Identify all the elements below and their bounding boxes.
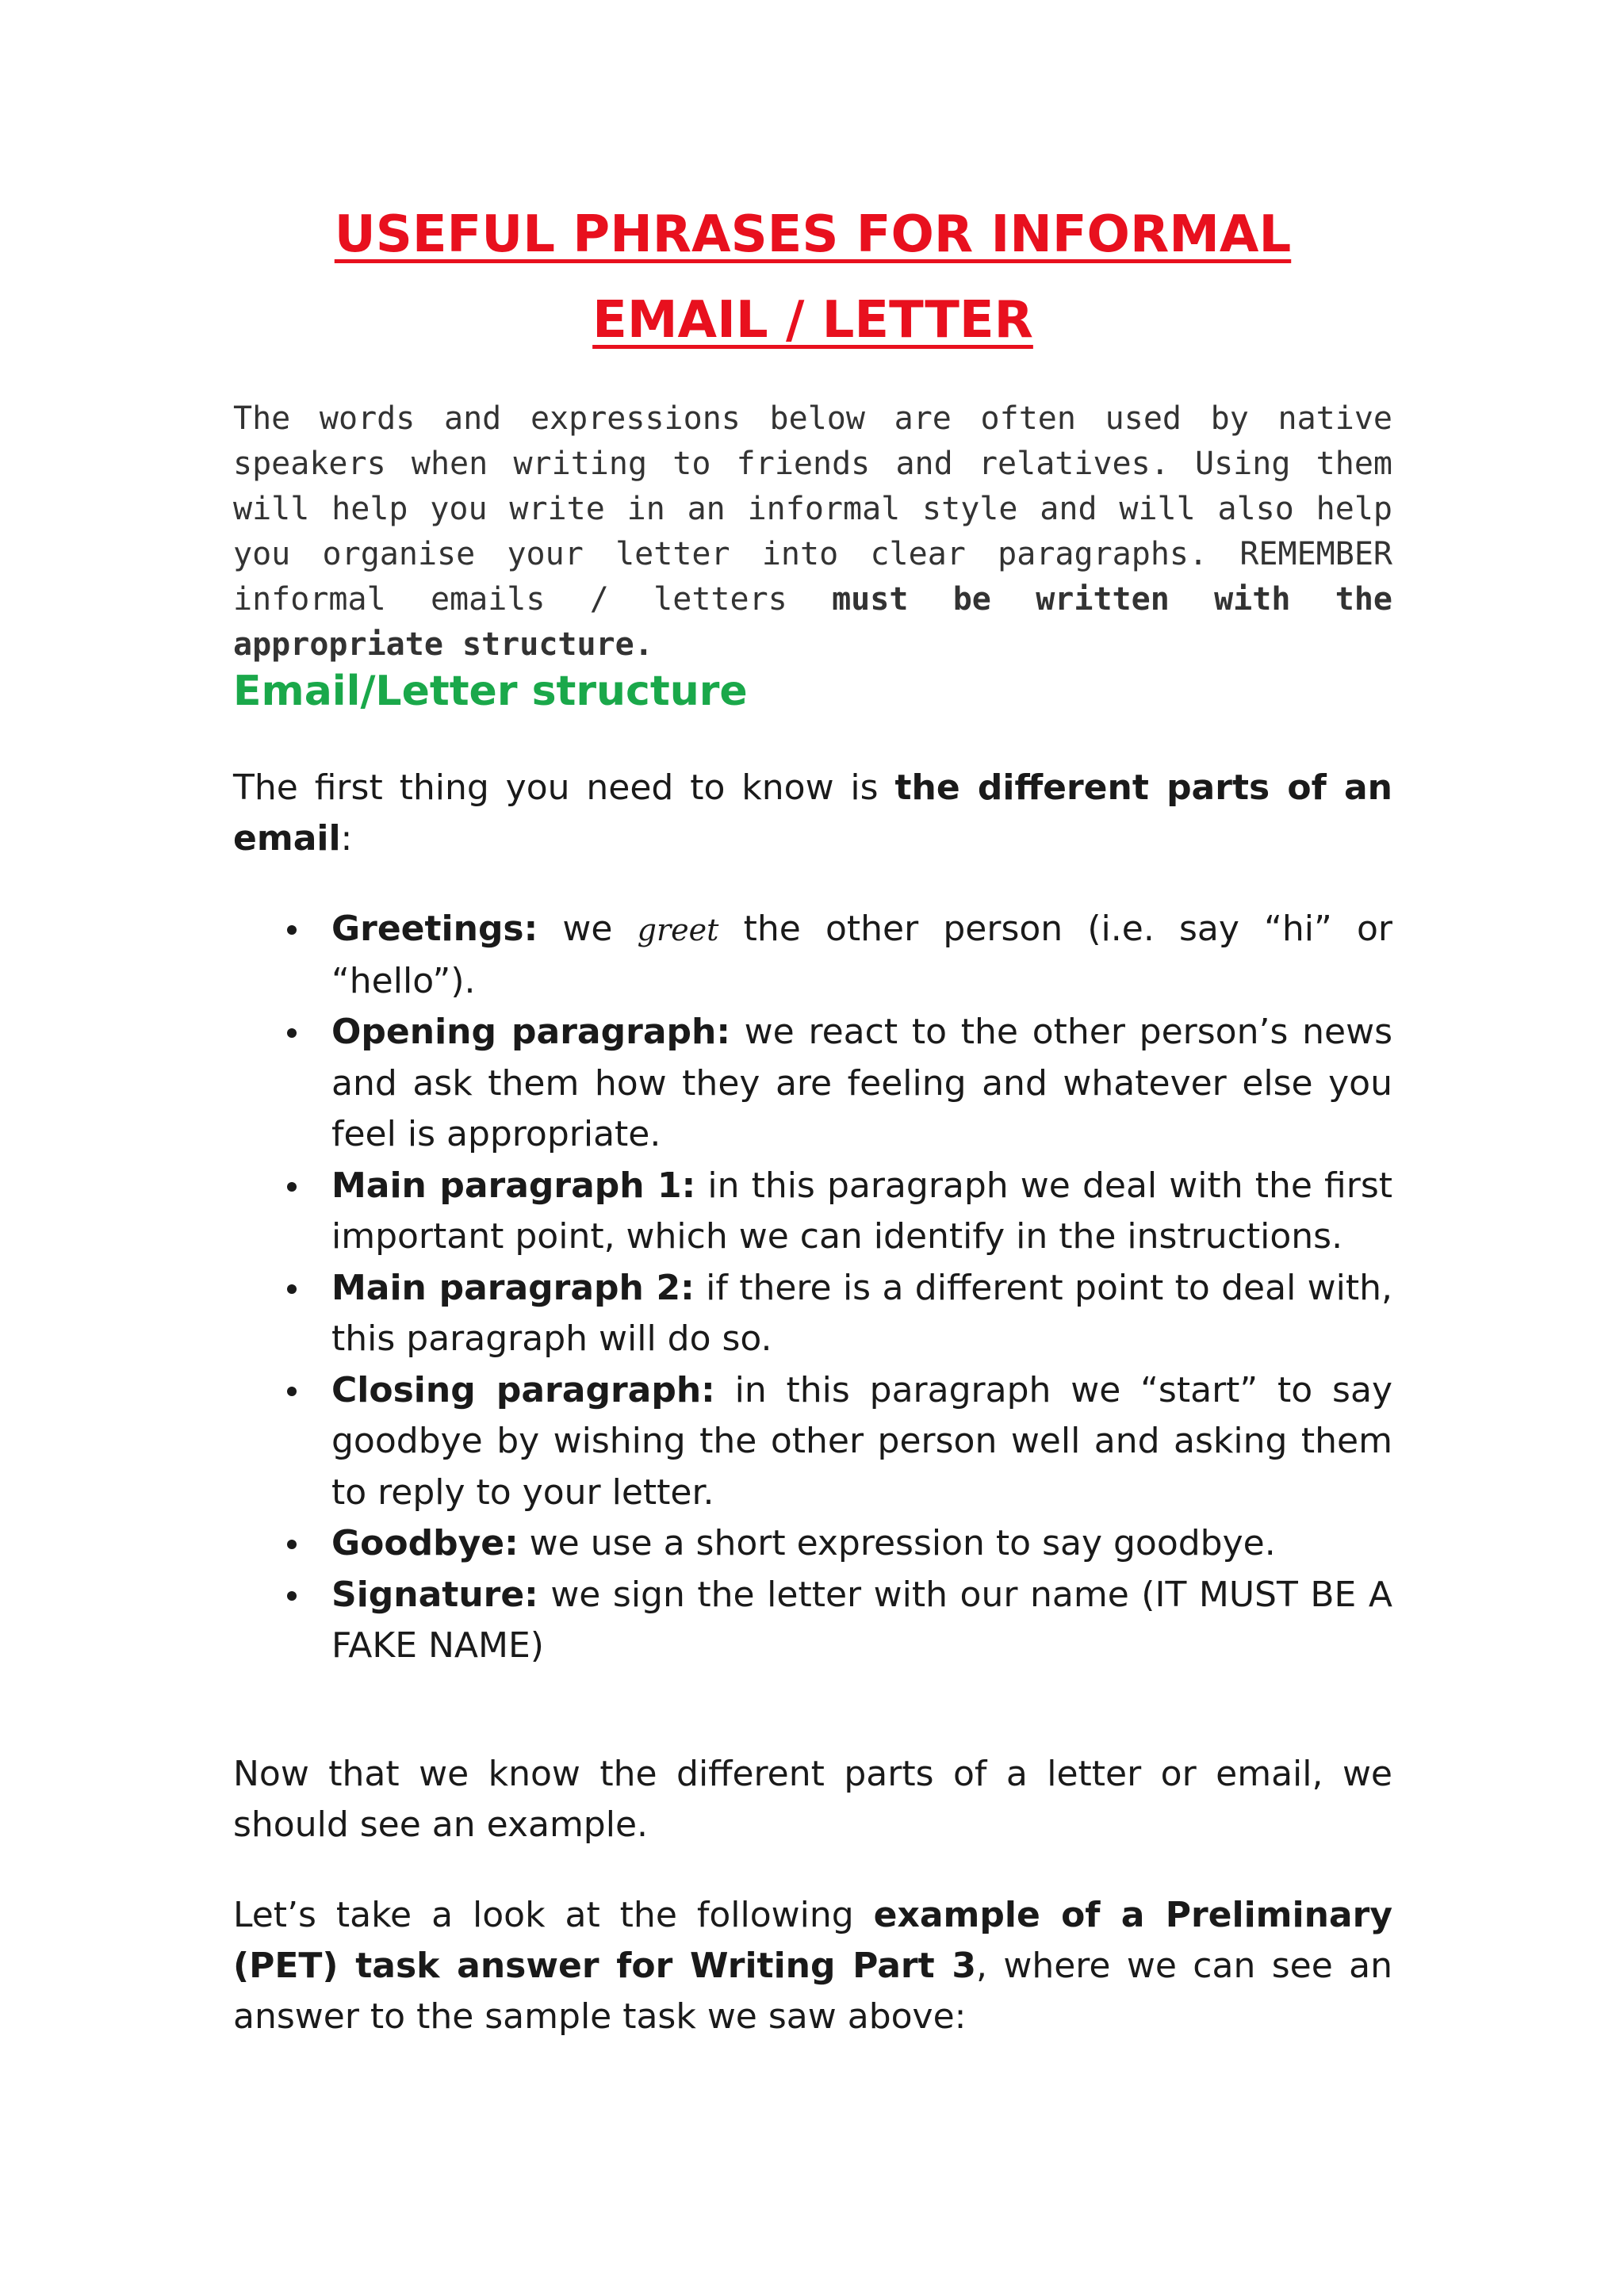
list-item <box>233 1263 1392 1365</box>
first-thing-end: : <box>340 818 353 859</box>
first-thing-paragraph <box>233 763 1392 864</box>
list-item <box>233 1007 1392 1161</box>
intro-bold-text: must be written with the appropriate structure. <box>233 581 1392 663</box>
bullet-icon <box>287 1387 297 1396</box>
part-text: we use a short expression to say goodbye. <box>518 1523 1276 1563</box>
list-item <box>233 904 1392 1007</box>
list-item <box>233 1518 1392 1570</box>
part-pre: we <box>538 909 638 949</box>
first-thing-text: The first thing you need to know is <box>233 767 895 808</box>
part-term: Closing paragraph: <box>331 1369 715 1410</box>
example-post: , where we can see an answer to the sample task we saw above: <box>233 1946 1392 2037</box>
bullet-icon <box>287 1540 297 1549</box>
part-term: Main paragraph 2: <box>331 1267 695 1308</box>
part-text: we react to the other person’s news and ask them how they are feeling and whatever else you feel is appropriate. <box>331 1012 1392 1154</box>
example-pre: Let’s take a look at the following <box>233 1895 874 1935</box>
parts-list <box>233 904 1392 1672</box>
bullet-icon <box>287 1591 297 1601</box>
bullet-icon <box>287 1028 297 1038</box>
bullet-icon <box>287 1182 297 1192</box>
part-text: the other person (i.e. say “hi” or “hello”). <box>331 909 1392 1001</box>
list-item <box>233 1161 1392 1263</box>
part-text: we sign the letter with our name (IT MUST BE A FAKE NAME) <box>331 1574 1392 1666</box>
list-item <box>233 1365 1392 1519</box>
part-emphasis: greet <box>637 913 719 947</box>
part-term: Signature: <box>331 1574 538 1615</box>
title-line-1: USEFUL PHRASES FOR INFORMAL <box>334 205 1292 264</box>
bullet-icon <box>287 1284 297 1294</box>
example-bold: example of a Preliminary (PET) task answer for Writing Part 3 <box>233 1895 1392 1986</box>
first-thing-bold: the different parts of an email <box>233 767 1392 859</box>
part-term: Goodbye: <box>331 1523 519 1563</box>
intro-text: The words and expressions below are often used by native speakers when writing to friends and relatives. Using them will help you write in an informal style and will also help you organise your letter into clear paragraphs. REMEMBER informal emails / letters <box>233 400 1392 618</box>
part-text: in this paragraph we deal with the first important point, which we can identify in the instructions. <box>331 1165 1392 1257</box>
bullet-icon <box>287 925 297 935</box>
part-term: Greetings: <box>331 909 538 949</box>
part-term: Opening paragraph: <box>331 1012 730 1052</box>
example-paragraph <box>233 1890 1392 2042</box>
part-text: if there is a different point to deal with, this paragraph will do so. <box>331 1267 1392 1359</box>
part-text: in this paragraph we “start” to say goodbye by wishing the other person well and asking them to reply to your letter. <box>331 1369 1392 1513</box>
list-item <box>233 1570 1392 1672</box>
now-paragraph: Now that we know the different parts of a letter or email, we should see an example. <box>233 1754 1392 1845</box>
intro-paragraph <box>233 396 1392 668</box>
part-term: Main paragraph 1: <box>331 1165 696 1206</box>
section-heading: Email/Letter structure <box>233 668 748 715</box>
title-line-2: EMAIL / LETTER <box>592 291 1033 350</box>
